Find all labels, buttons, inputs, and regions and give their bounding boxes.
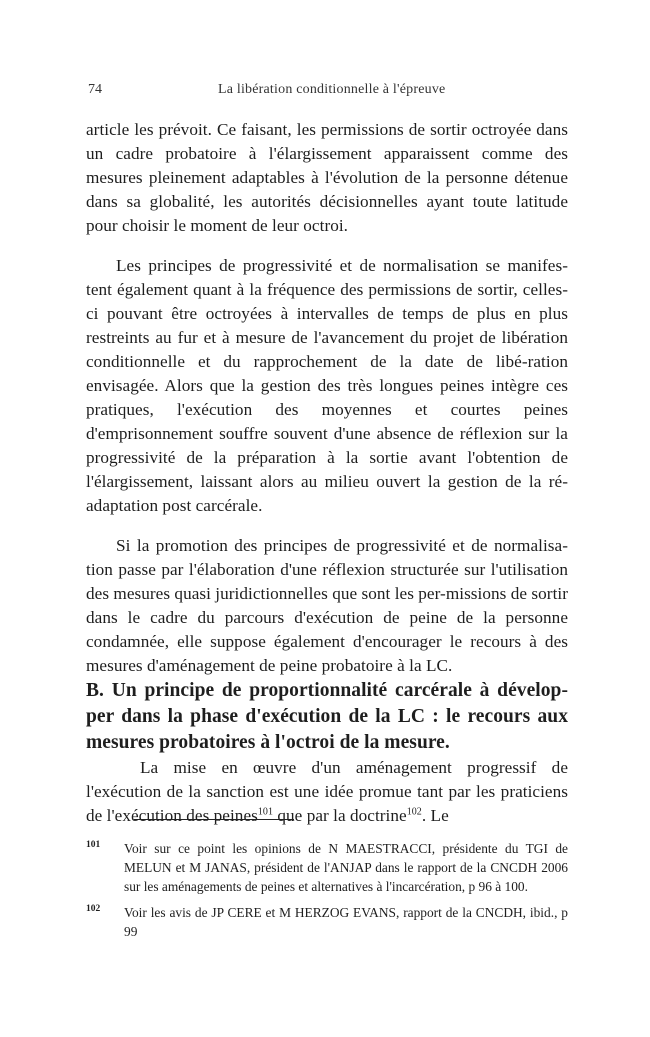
final-text-part: . Le [421, 806, 449, 825]
footnotes [86, 839, 568, 948]
final-text-part: que par la doctrine [273, 806, 407, 825]
footnote-text: Voir les avis de JP CERE et M HERZOG EVANS, rapport de la CNCDH, ibid., p 99 [124, 905, 568, 939]
page-number: 74 [88, 82, 102, 97]
running-title: La libération conditionnelle à l'épreuve [218, 82, 446, 97]
footnote-number: 101 [86, 840, 101, 850]
footnote [86, 903, 568, 941]
page-body [86, 118, 568, 828]
footnote-ref-102[interactable]: 102 [406, 806, 422, 818]
paragraph: Les principes de progressivité et de normalisation se manifes-tent également quant à la fréquence des permissions de sortir, celles-ci pouvant être octroyées à intervalles de temps de plus en plus restreints au fur et à mesure de l'avancement du projet de libération conditionnelle et du rapprochement de la date de libé-ration envisagée. Alors que la gestion des très longues peines intègre ces pratiques, l'exécution des moyennes et courtes peines d'emprisonnement souffre souvent d'une absence de réflexion sur la progressivité de la préparation à la sortie avant l'obtention de l'élargissement, laissant alors au milieu ouvert la gestion de la ré-adaptation post carcérale. [86, 256, 568, 515]
paragraph: Si la promotion des principes de progressivité et de normalisa-tion passe par l'élaboration d'une réflexion structurée sur l'utilisation des mesures quasi juridictionnelles que sont les per-missions de sortir dans le cadre du parcours d'exécution de peine de la personne condamnée, elle suppose également d'encourager le recours à des mesures d'aménagement de peine probatoire à la LC. [86, 536, 568, 675]
footnote-text: Voir sur ce point les opinions de N MAESTRACCI, présidente du TGI de MELUN et M JANAS, président de l'ANJAP dans le rapport de la CNCDH 2006 sur les aménagements de peines et alternatives à l'incarcération, p 96 à 100. [124, 841, 568, 894]
paragraph-final [86, 756, 568, 828]
footnote-separator [134, 819, 294, 820]
final-text-part: La mise en œuvre d'un aménagement progressif de l'exécution de la sanction est une idée promue tant par les praticiens de l'exécution des peines [86, 758, 568, 825]
footnote-number: 102 [86, 904, 101, 914]
footnote-ref-101[interactable]: 101 [257, 806, 274, 818]
footnote [86, 839, 568, 896]
paragraph-continued: article les prévoit. Ce faisant, les permissions de sortir octroyée dans un cadre probatoire à l'élargissement apparaissent comme des mesures pleinement adaptables à l'évolution de la personne détenue dans sa globalité, les autorités décisionnelles ayant toute latitude pour choisir le moment de leur octroi. [86, 120, 568, 235]
section-heading: B. Un principe de proportionnalité carcérale à dévelop-per dans la phase d'exécution de la LC : le recours aux mesures probatoires à l'octroi de la mesure. [86, 680, 568, 753]
